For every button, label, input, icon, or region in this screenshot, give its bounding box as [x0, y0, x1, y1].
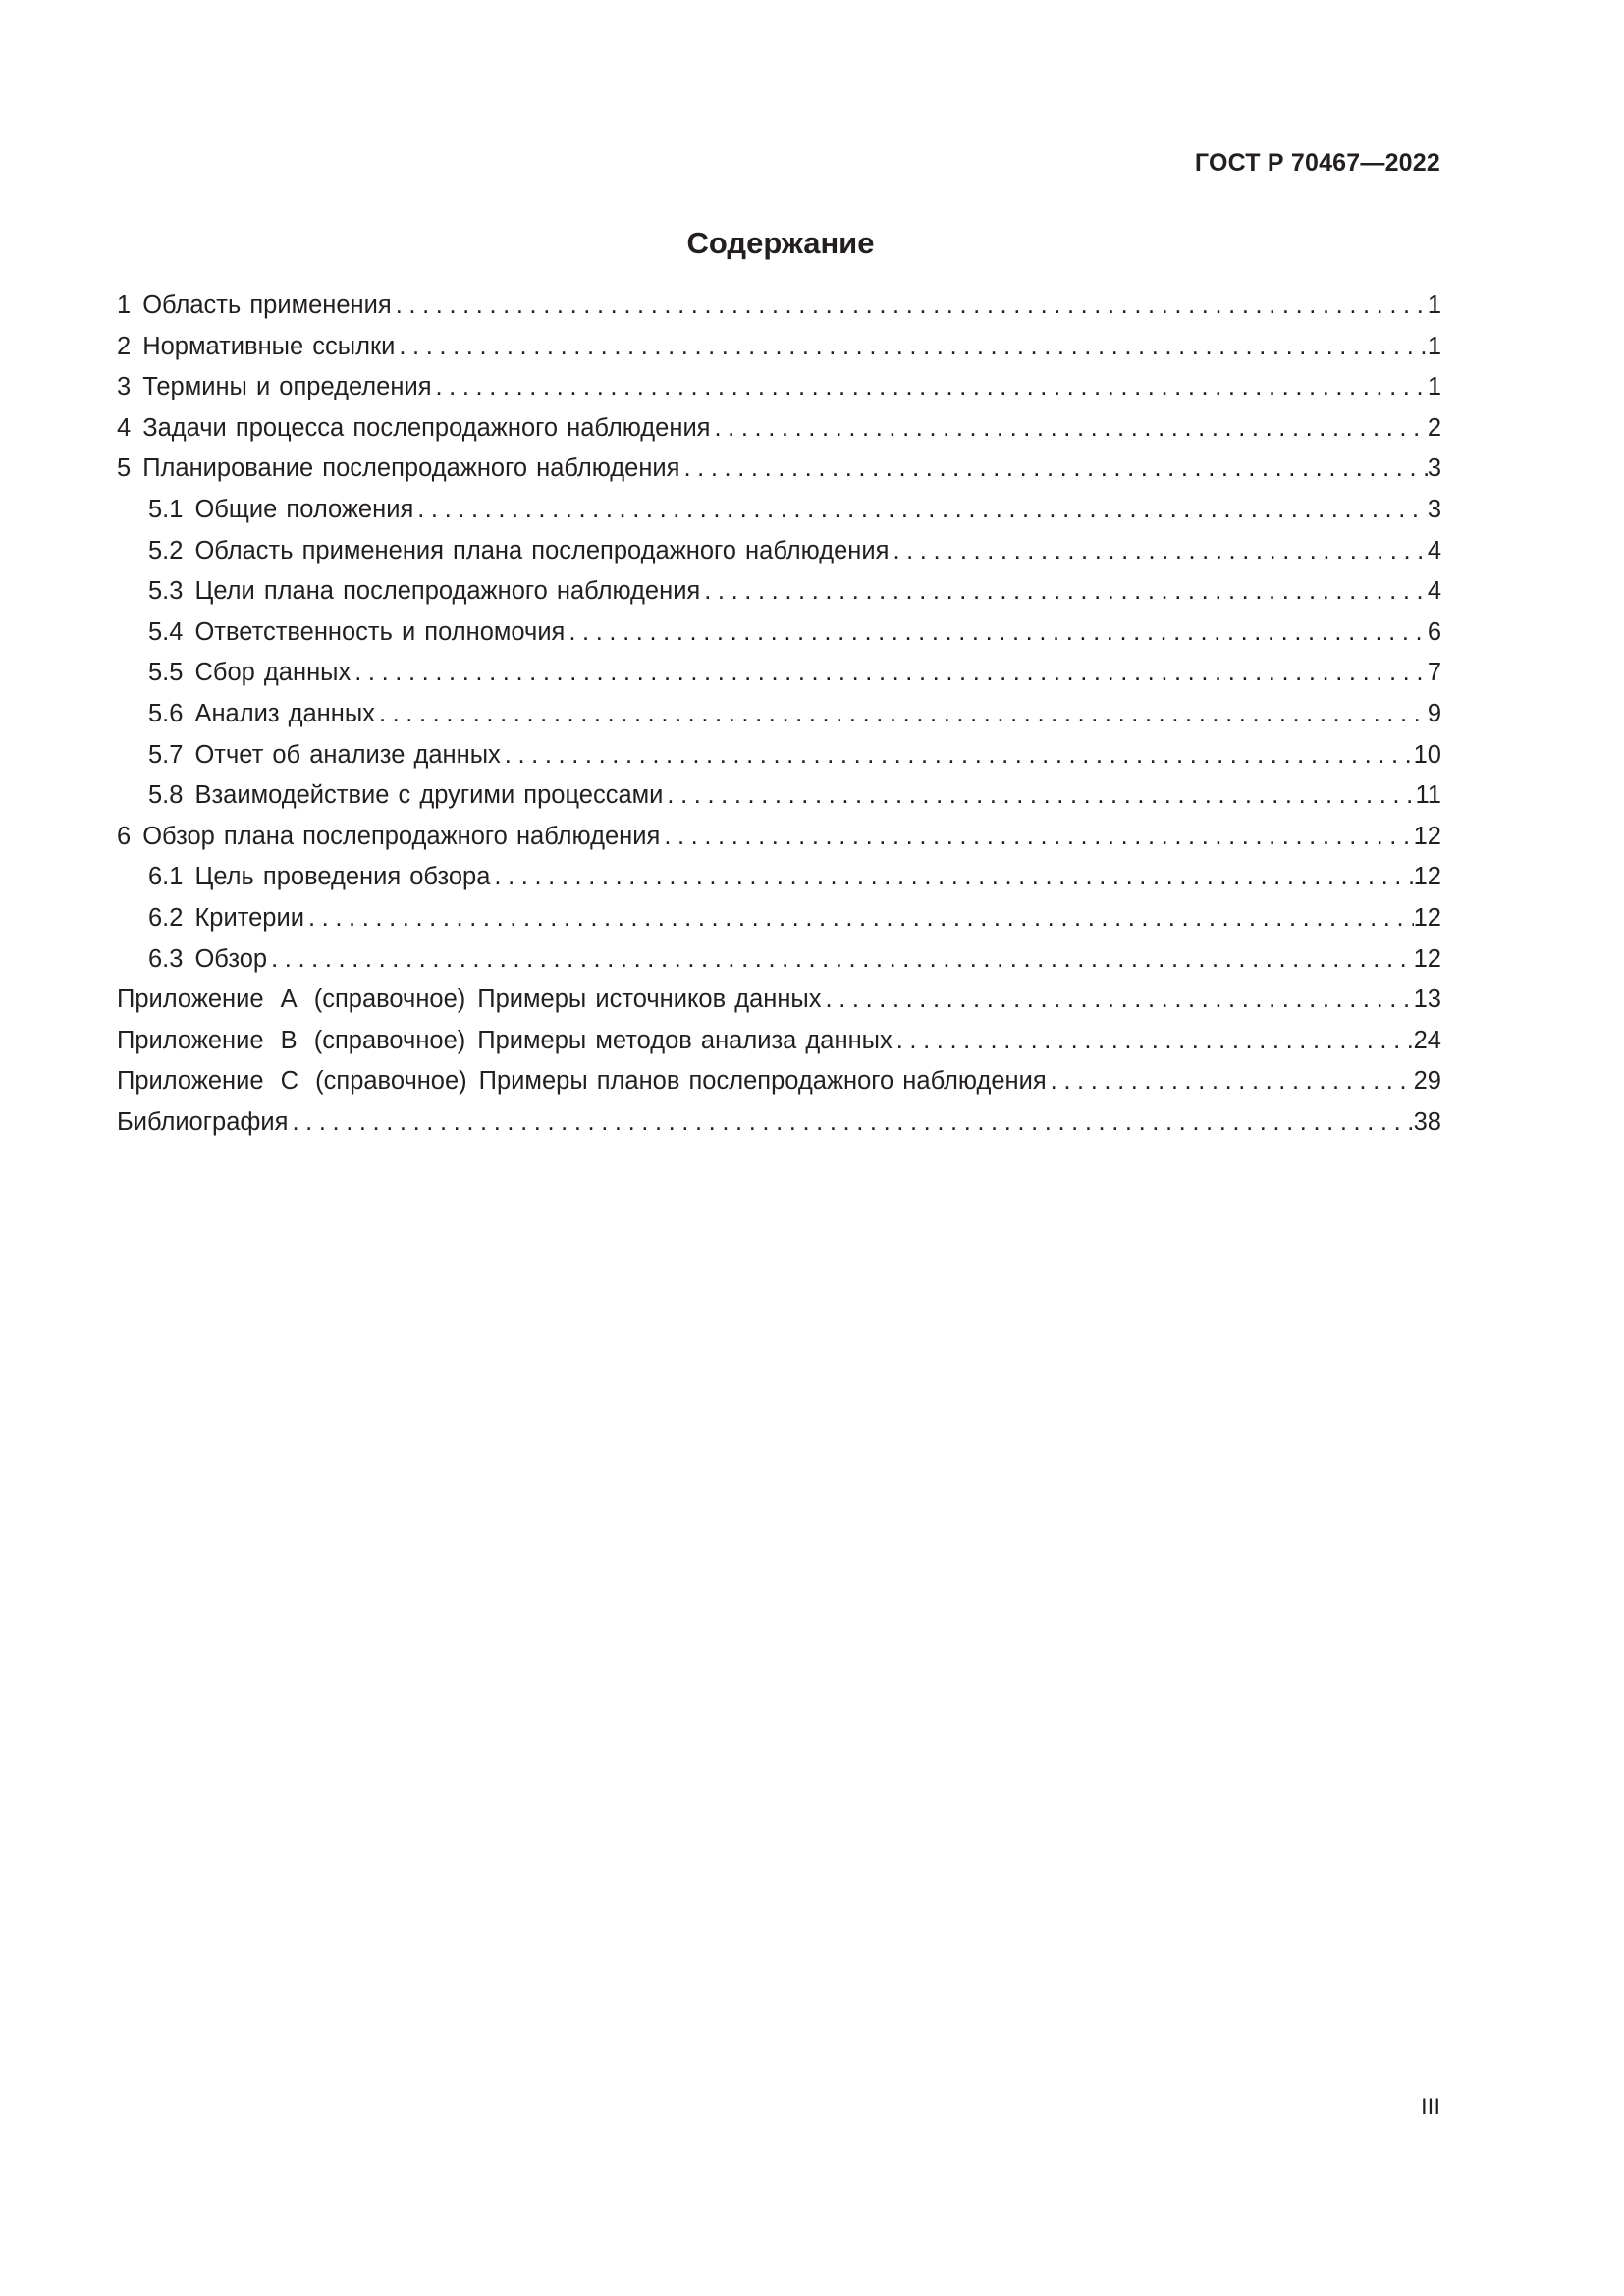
- dot-leader: [432, 367, 1428, 408]
- toc-entry-page: 11: [1415, 781, 1441, 810]
- dot-leader: [375, 694, 1428, 735]
- toc-entry-title: Цель проведения обзора: [194, 863, 491, 891]
- appendix-label: Приложение С (справочное): [117, 1067, 467, 1095]
- toc-entry[interactable]: [117, 367, 1441, 408]
- toc-entry-title: Планирование послепродажного наблюдения: [142, 454, 680, 483]
- toc-entry-number: 1: [117, 292, 132, 319]
- dot-leader: [822, 980, 1414, 1021]
- toc-entry-title: Обзор плана послепродажного наблюдения: [142, 822, 661, 850]
- toc-entry-number: 6.3: [148, 944, 184, 973]
- toc-entry[interactable]: [117, 817, 1441, 858]
- toc-entry-page: 1: [1427, 373, 1441, 401]
- appendix-label: Приложение В (справочное): [117, 1026, 466, 1054]
- toc-entry-page: 12: [1413, 822, 1441, 850]
- toc-subentry[interactable]: [117, 939, 1441, 981]
- dot-leader: [1047, 1061, 1414, 1102]
- dot-leader: [660, 817, 1413, 858]
- toc-entry-page: 29: [1413, 1067, 1441, 1095]
- toc-entry-page: 6: [1427, 617, 1441, 646]
- dot-leader: [490, 857, 1413, 898]
- toc-bibliography-entry[interactable]: [117, 1102, 1441, 1144]
- toc-appendix-entry[interactable]: [117, 1061, 1441, 1102]
- toc-entry[interactable]: [117, 408, 1441, 450]
- toc-subentry[interactable]: [117, 490, 1441, 531]
- toc-entry-title: Анализ данных: [194, 699, 375, 727]
- toc-title: Содержание: [686, 226, 875, 260]
- toc-entry-number: 5.3: [148, 577, 184, 606]
- dot-leader: [663, 775, 1415, 817]
- toc-entry-number: 5.8: [148, 781, 184, 810]
- toc-entry-number: 6.1: [148, 863, 184, 891]
- toc-entry-title: Ответственность и полномочия: [194, 617, 566, 646]
- toc-entry[interactable]: [117, 327, 1441, 368]
- toc-entry-number: 5: [117, 454, 132, 483]
- toc-entry-page: 1: [1427, 292, 1441, 319]
- toc-entry-number: 5.6: [148, 699, 184, 727]
- toc-entry-page: 1: [1427, 332, 1441, 360]
- toc-entry-page: 4: [1427, 577, 1441, 606]
- toc-entry-title: Область применения: [142, 292, 392, 319]
- toc-subentry[interactable]: [117, 571, 1441, 613]
- dot-leader: [267, 939, 1414, 981]
- toc-subentry[interactable]: [117, 653, 1441, 694]
- toc-entry-title: Примеры методов анализа данных: [477, 1026, 893, 1054]
- toc-entry-page: 3: [1427, 454, 1441, 483]
- toc-entry-title: Сбор данных: [194, 659, 352, 687]
- toc-entry-title: Библиография: [117, 1107, 289, 1136]
- toc-entry-title: Общие положения: [194, 495, 414, 523]
- toc-entry-page: 4: [1427, 536, 1441, 564]
- toc-entry-title: Обзор: [194, 944, 268, 973]
- toc-subentry[interactable]: [117, 613, 1441, 654]
- toc-entry-page: 10: [1413, 740, 1441, 769]
- toc-entry-title: Примеры источников данных: [477, 986, 822, 1014]
- appendix-label: Приложение А (справочное): [117, 986, 466, 1014]
- toc-entry-number: 5.2: [148, 536, 184, 564]
- toc-entry-title: Задачи процесса послепродажного наблюдения: [142, 413, 711, 442]
- toc-subentry[interactable]: [117, 775, 1441, 817]
- toc-entry-title: Термины и определения: [142, 373, 432, 401]
- dot-leader: [392, 286, 1428, 327]
- toc-appendix-entry[interactable]: [117, 1021, 1441, 1062]
- table-of-contents: [117, 286, 1441, 1143]
- toc-subentry[interactable]: [117, 531, 1441, 572]
- toc-entry-title: Отчет об анализе данных: [194, 740, 501, 769]
- dot-leader: [413, 490, 1428, 531]
- toc-entry-page: 12: [1413, 944, 1441, 973]
- toc-entry-number: 6.2: [148, 903, 184, 932]
- toc-entry-page: 7: [1427, 659, 1441, 687]
- toc-entry-number: 5.4: [148, 617, 184, 646]
- dot-leader: [565, 613, 1427, 654]
- toc-entry-page: 12: [1413, 903, 1441, 932]
- dot-leader: [893, 1021, 1414, 1062]
- document-id-header: ГОСТ Р 70467—2022: [1194, 149, 1440, 177]
- dot-leader: [288, 1102, 1413, 1144]
- toc-subentry[interactable]: [117, 898, 1441, 939]
- toc-entry-title: Область применения плана послепродажного наблюдения: [194, 536, 890, 564]
- toc-entry-title: Нормативные ссылки: [142, 332, 396, 360]
- dot-leader: [395, 327, 1427, 368]
- toc-entry-title: Цели плана послепродажного наблюдения: [194, 577, 701, 606]
- toc-entry-title: Примеры планов послепродажного наблюдения: [478, 1067, 1047, 1095]
- dot-leader: [351, 653, 1428, 694]
- toc-subentry[interactable]: [117, 857, 1441, 898]
- dot-leader: [679, 449, 1427, 490]
- toc-entry-number: 5.5: [148, 659, 184, 687]
- toc-entry[interactable]: [117, 286, 1441, 327]
- toc-entry-number: 2: [117, 332, 132, 360]
- toc-appendix-entry[interactable]: [117, 980, 1441, 1021]
- toc-entry-page: 38: [1413, 1107, 1441, 1136]
- dot-leader: [501, 735, 1414, 776]
- toc-entry-page: 24: [1413, 1026, 1441, 1054]
- dot-leader: [711, 408, 1428, 450]
- toc-entry-number: 4: [117, 413, 132, 442]
- toc-entry-number: 5.1: [148, 495, 184, 523]
- toc-entry-page: 3: [1427, 495, 1441, 523]
- dot-leader: [700, 571, 1428, 613]
- toc-entry-page: 13: [1413, 986, 1441, 1014]
- toc-entry-number: 6: [117, 822, 132, 850]
- toc-subentry[interactable]: [117, 694, 1441, 735]
- page-number: III: [1420, 2094, 1440, 2120]
- dot-leader: [889, 531, 1427, 572]
- dot-leader: [304, 898, 1414, 939]
- toc-entry-number: 3: [117, 373, 132, 401]
- toc-entry-title: Критерии: [194, 903, 304, 932]
- toc-entry-page: 2: [1427, 413, 1441, 442]
- toc-entry-title: Взаимодействие с другими процессами: [194, 781, 664, 810]
- toc-entry-number: 5.7: [148, 740, 184, 769]
- toc-entry-page: 12: [1413, 863, 1441, 891]
- toc-entry-page: 9: [1427, 699, 1441, 727]
- toc-entry[interactable]: [117, 449, 1441, 490]
- toc-subentry[interactable]: [117, 735, 1441, 776]
